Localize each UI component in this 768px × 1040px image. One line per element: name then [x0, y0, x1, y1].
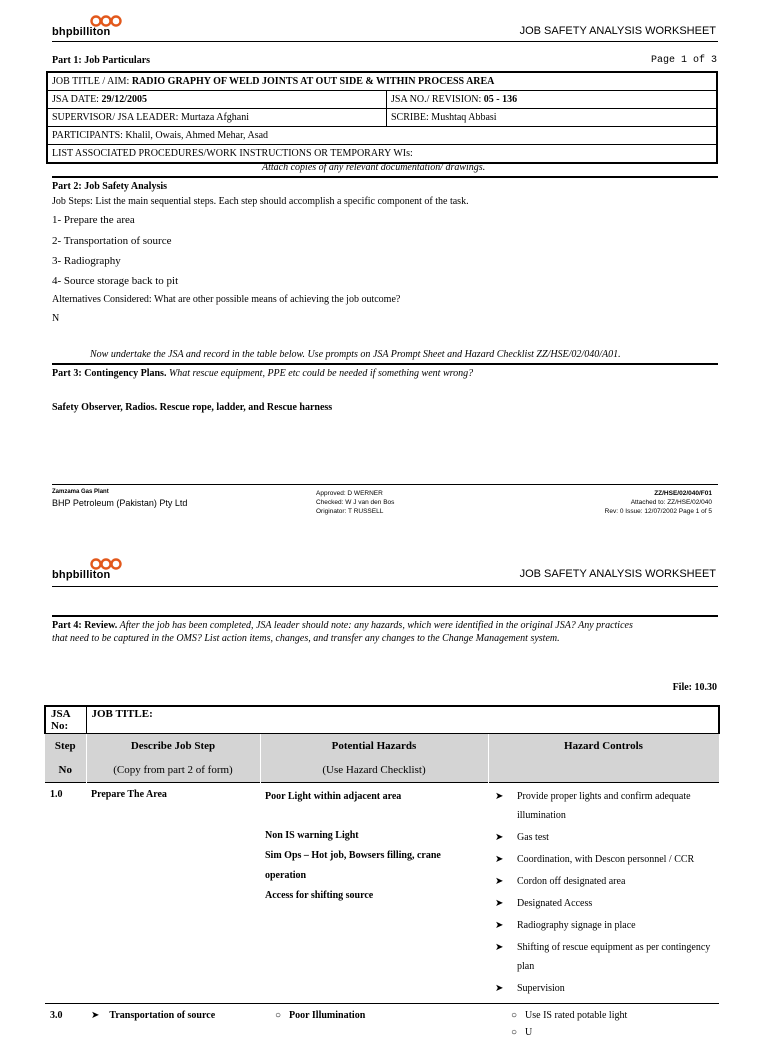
part4-text2: that need to be captured in the OMS? List action items, changes, and transfer any changes to the Change Management system. — [52, 632, 633, 645]
arrow-bullet-icon: ➤ — [495, 828, 503, 847]
participants-label: PARTICIPANTS: — [52, 130, 123, 141]
participants-cell — [47, 127, 717, 145]
scribe-value: Mushtaq Abbasi — [431, 112, 496, 123]
arrow-bullet-icon: ➤ — [495, 787, 503, 806]
logo-wordmark: bhpbilliton — [52, 569, 110, 581]
contingency-value: Safety Observer, Radios. Rescue rope, ladder, and Rescue harness — [52, 402, 332, 413]
control-item: ○ Use IS rated potable light — [493, 1010, 714, 1021]
circle-bullet-icon: ○ — [511, 1027, 517, 1038]
job-step-1: 1- Prepare the area — [52, 214, 135, 226]
header-controls: Hazard Controls — [488, 734, 719, 759]
row2-step: 3.0 — [45, 1004, 86, 1040]
control-item: ➤ Designated Access — [493, 894, 714, 913]
part3-title: Part 3: Contingency Plans. — [52, 368, 166, 379]
arrow-bullet-icon: ➤ — [495, 938, 503, 957]
control-item: ➤ Supervision — [493, 979, 714, 998]
jsa-table — [44, 705, 720, 1040]
table-row — [45, 1004, 719, 1040]
row1-describe: Prepare The Area — [86, 783, 260, 1004]
arrow-bullet-icon: ➤ — [495, 979, 503, 998]
footer-approved: Approved: D WERNER — [316, 489, 394, 498]
footer-plant: Zamzama Gas Plant — [52, 489, 109, 495]
control-item: ➤ Radiography signage in place — [493, 916, 714, 935]
control-item: ➤ Shifting of rescue equipment as per contingency plan — [493, 938, 714, 976]
hazard-item: Non IS warning Light — [265, 826, 483, 846]
control-item: ➤ Provide proper lights and confirm adequate illumination — [493, 787, 714, 825]
worksheet-title-page2: JOB SAFETY ANALYSIS WORKSHEET — [520, 568, 716, 580]
part4-rule — [52, 615, 718, 617]
file-label: File: 10.30 — [673, 682, 717, 693]
arrow-bullet-icon: ➤ — [495, 872, 503, 891]
jsa-date-label: JSA DATE: — [52, 94, 99, 105]
procedures-cell — [47, 145, 717, 164]
footer-checked: Checked: W J van den Bos — [316, 498, 394, 507]
job-particulars-table — [46, 71, 718, 164]
row1-step: 1.0 — [45, 783, 86, 1004]
job-title-value: RADIO GRAPHY OF WELD JOINTS AT OUT SIDE & WITHIN PROCESS AREA — [132, 76, 495, 87]
scribe-label: SCRIBE: — [391, 112, 429, 123]
footer-rev: Rev: 0 Issue: 12/07/2002 Page 1 of 5 — [605, 507, 712, 516]
footer-docinfo — [605, 489, 712, 516]
jsa-table-title-row — [45, 706, 719, 734]
circle-bullet-icon: ○ — [275, 1010, 281, 1021]
company-logo-page2 — [52, 557, 132, 583]
control-item: ➤ Gas test — [493, 828, 714, 847]
footer-company: BHP Petroleum (Pakistan) Pty Ltd — [52, 498, 187, 508]
header-describe: Describe Job Step — [86, 734, 260, 759]
part2-title: Part 2: Job Safety Analysis — [52, 181, 167, 192]
footer-attached: Attached to: ZZ/HSE/02/040 — [605, 498, 712, 507]
arrow-bullet-icon: ➤ — [495, 916, 503, 935]
alternatives-label: Alternatives Considered: What are other possible means of achieving the job outcome? — [52, 294, 400, 305]
control-item: ➤ Cordon off designated area — [493, 872, 714, 891]
job-step-2: 2- Transportation of source — [52, 235, 171, 247]
job-title-label: JOB TITLE: — [86, 706, 719, 734]
row2-hazards: ○ Poor Illumination — [260, 1004, 488, 1040]
hazard-item: Sim Ops – Hot job, Bowsers filling, crane operation — [265, 846, 483, 886]
supervisor-value: Murtaza Afghani — [181, 112, 249, 123]
scribe-cell — [387, 109, 718, 127]
subheader-describe: (Copy from part 2 of form) — [86, 758, 260, 783]
participants-value: Khalil, Owais, Ahmed Mehar, Asad — [125, 130, 268, 141]
part4-text: After the job has been completed, JSA leader should note: any hazards, which were identified in the original JSA? Any practices — [120, 620, 633, 631]
header-step: Step — [45, 734, 86, 759]
part4-title: Part 4: Review. — [52, 620, 117, 631]
jsa-table-header-row — [45, 734, 719, 759]
job-step-4: 4- Source storage back to pit — [52, 275, 178, 287]
logo-wordmark: bhpbilliton — [52, 26, 110, 38]
table-row — [45, 783, 719, 1004]
part3-rule — [52, 363, 718, 365]
part1-title: Part 1: Job Particulars — [52, 55, 150, 66]
footer-rule — [52, 484, 718, 485]
part4-block — [52, 619, 633, 645]
circle-bullet-icon: ○ — [511, 1010, 517, 1021]
procedures-label: LIST ASSOCIATED PROCEDURES/WORK INSTRUCTIONS OR TEMPORARY WIs: — [52, 148, 413, 159]
part3-question: What rescue equipment, PPE etc could be needed if something went wrong? — [169, 368, 473, 379]
arrow-bullet-icon: ➤ — [495, 894, 503, 913]
supervisor-label: SUPERVISOR/ JSA LEADER: — [52, 112, 178, 123]
jsa-no-label: JSA NO./ REVISION: — [391, 94, 481, 105]
arrow-bullet-icon: ➤ — [91, 1010, 99, 1021]
job-title-label: JOB TITLE / AIM: — [52, 76, 129, 87]
alternatives-value: N — [52, 313, 59, 324]
company-logo — [52, 14, 132, 40]
supervisor-cell — [47, 109, 387, 127]
jsa-date-value: 29/12/2005 — [101, 94, 147, 105]
job-step-3: 3- Radiography — [52, 255, 121, 267]
attach-note: Attach copies of any relevant documentation/ drawings. — [262, 162, 485, 173]
hazard-item: Access for shifting source — [265, 886, 483, 906]
jsa-date-cell — [47, 91, 387, 109]
page-indicator: Page 1 of 3 — [651, 55, 717, 66]
control-item: ➤ Coordination, with Descon personnel / CCR — [493, 850, 714, 869]
footer-approvals — [316, 489, 394, 516]
row1-hazards — [260, 783, 488, 1004]
arrow-bullet-icon: ➤ — [495, 850, 503, 869]
jsa-table-subheader-row — [45, 758, 719, 783]
subheader-controls — [488, 758, 719, 783]
hazard-item: Poor Light within adjacent area — [265, 787, 483, 807]
worksheet-title: JOB SAFETY ANALYSIS WORKSHEET — [520, 25, 716, 37]
header-rule-page2 — [52, 586, 718, 587]
row2-describe: ➤ Transportation of source — [86, 1004, 260, 1040]
header-rule — [52, 41, 718, 42]
jsa-no-value: 05 - 136 — [484, 94, 517, 105]
header-hazards: Potential Hazards — [260, 734, 488, 759]
job-title-cell — [47, 72, 717, 91]
part2-rule — [52, 176, 718, 178]
jsa-no-label: JSA No: — [45, 706, 86, 734]
job-steps-intro: Job Steps: List the main sequential steps. Each step should accomplish a specific component of the task. — [52, 196, 469, 207]
control-item: ○ U — [493, 1027, 714, 1038]
row2-controls — [488, 1004, 719, 1040]
jsa-no-cell — [387, 91, 718, 109]
part3-heading — [52, 368, 473, 379]
footer-doc-no: ZZ/HSE/02/040/F01 — [605, 489, 712, 498]
subheader-step: No — [45, 758, 86, 783]
subheader-hazards: (Use Hazard Checklist) — [260, 758, 488, 783]
undertake-note: Now undertake the JSA and record in the table below. Use prompts on JSA Prompt Sheet and Hazard Checklist ZZ/HSE/02/040/A01. — [90, 349, 621, 360]
row1-controls — [488, 783, 719, 1004]
footer-originator: Originator: T RUSSELL — [316, 507, 394, 516]
